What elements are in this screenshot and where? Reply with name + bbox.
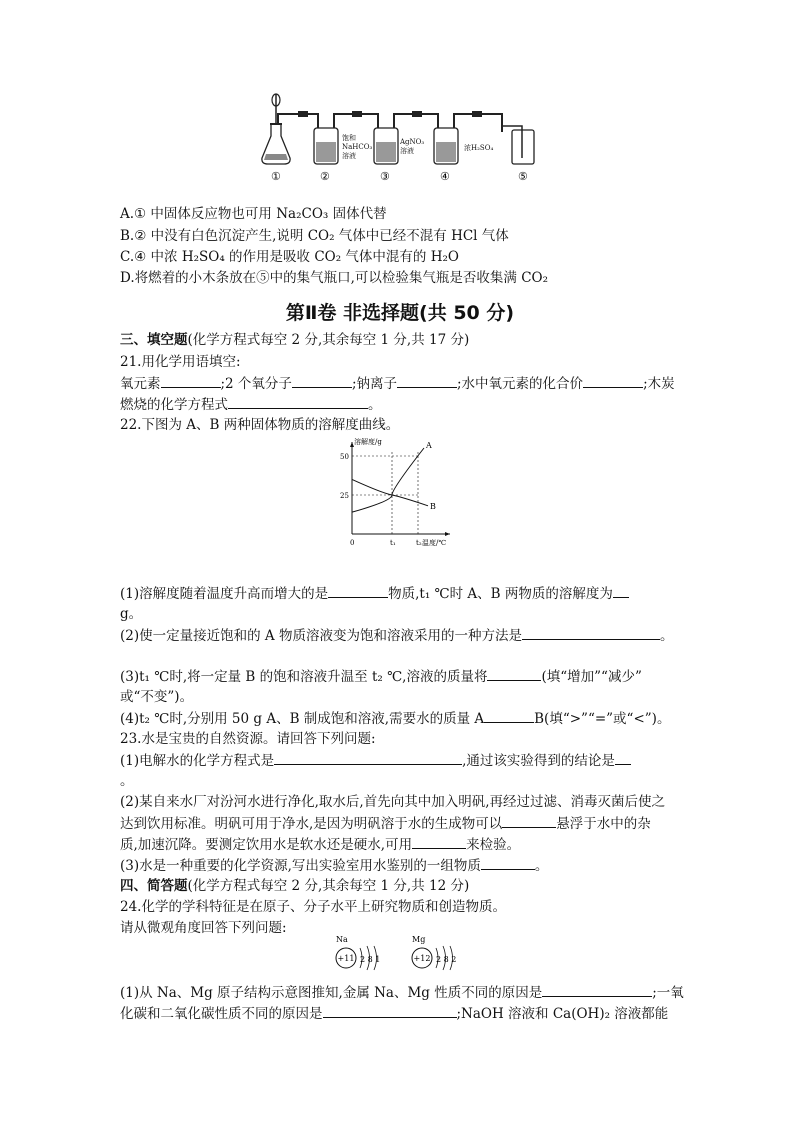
x-tick-label: t₁ — [390, 539, 396, 546]
q23-line2b: 达到饮用标准。明矾可用于净水,是因为明矾溶于水的生成物可以 悬浮于水中的杂 — [120, 813, 651, 834]
y-axis-label: 溶解度/g — [354, 438, 382, 446]
q22-line2: (2)使一定量接近饱和的 A 物质溶液变为饱和溶液采用的一种方法是 。 — [120, 625, 673, 646]
q22-line1: (1)溶解度随着温度升高而增大的是 物质,t₁ ℃时 A、B 两物质的溶解度为 — [120, 583, 629, 604]
svg-text:溶液: 溶液 — [342, 152, 356, 160]
svg-text:溶液: 溶液 — [400, 147, 414, 155]
answer-blank[interactable] — [161, 373, 221, 388]
na-symbol: Na — [336, 935, 348, 944]
answer-blank[interactable] — [522, 625, 660, 640]
answer-blank[interactable] — [542, 982, 652, 997]
q22-line1b: g。 — [120, 606, 143, 622]
q24-stem: 24.化学的学科特征是在原子、分子水平上研究物质和创造物质。 — [120, 899, 506, 915]
answer-blank[interactable] — [292, 373, 352, 388]
mg-shells: 2 8 2 — [436, 955, 457, 964]
x-tick-label: 0 — [350, 539, 355, 546]
svg-text:+12: +12 — [413, 954, 431, 963]
part4-header — [120, 876, 469, 896]
part4-note: (化学方程式每空 2 分,其余每空 1 分,共 12 分) — [187, 878, 470, 894]
section-title: 第Ⅱ卷 非选择题(共 50 分) — [285, 302, 515, 324]
label-1: ① — [271, 170, 281, 183]
q23-line2c: 质,加速沉降。要测定饮用水是软水还是硬水,可用 来检验。 — [120, 834, 520, 855]
q22-line4: (4)t₂ ℃时,分别用 50 g A、B 制成饱和溶液,需要水的质量 A B(填“>”“=”或“<”)。 — [120, 708, 670, 729]
answer-blank[interactable] — [613, 583, 629, 598]
label-3: ③ — [380, 170, 390, 183]
label-2: ② — [320, 170, 330, 183]
series-a-line — [352, 448, 424, 512]
answer-blank[interactable] — [615, 750, 631, 765]
bottle3-label: AgNO₃ — [400, 138, 425, 146]
option-b: B.② 中没有白色沉淀产生,说明 CO₂ 气体中已经不混有 HCl 气体 — [120, 228, 509, 244]
q21-line1: 氧元素 ;2 个氧分子 ;钠离子 ;水中氧元素的化合价 ;木炭 — [120, 373, 675, 394]
answer-blank[interactable] — [228, 394, 368, 409]
answer-blank[interactable] — [412, 834, 466, 849]
label-5: ⑤ — [518, 170, 528, 183]
part4-heading: 四、简答题 — [120, 878, 188, 894]
series-b-label: B — [430, 501, 436, 511]
part3-header — [120, 330, 469, 350]
label-4: ④ — [440, 170, 450, 183]
q23-stem: 23.水是宝贵的自然资源。请回答下列问题: — [120, 731, 376, 747]
answer-blank[interactable] — [583, 373, 643, 388]
answer-blank[interactable] — [323, 1003, 457, 1018]
mg-symbol: Mg — [412, 935, 426, 944]
option-c: C.④ 中浓 H₂SO₄ 的作用是吸收 CO₂ 气体中混有的 H₂O — [120, 249, 459, 265]
q24-line2: 化碳和二氧化碳性质不同的原因是 ;NaOH 溶液和 Ca(OH)₂ 溶液都能 — [120, 1003, 668, 1024]
svg-text:+11: +11 — [337, 954, 355, 963]
q22-line3b: 或“不变”)。 — [120, 689, 194, 705]
x-axis-label: 温度/℃ — [422, 539, 447, 546]
y-tick-label: 25 — [340, 492, 349, 500]
answer-blank[interactable] — [502, 813, 556, 828]
q22-line3: (3)t₁ ℃时,将一定量 B 的饱和溶液升温至 t₂ ℃,溶液的质量将 (填“增加”“减少” — [120, 666, 642, 687]
answer-blank[interactable] — [487, 666, 541, 681]
q23-line2: (2)某自来水厂对汾河水进行净化,取水后,首先向其中加入明矾,再经过过滤、消毒灭菌后使之 — [120, 794, 665, 810]
atom-diagrams — [334, 934, 484, 974]
x-tick-label: t₂ — [416, 539, 422, 546]
bottle4-label: 浓H₂SO₄ — [464, 144, 494, 152]
part3-note: (化学方程式每空 2 分,其余每空 1 分,共 17 分) — [187, 332, 470, 348]
q23-line3: (3)水是一种重要的化学资源,写出实验室用水鉴别的一组物质 。 — [120, 855, 548, 876]
q24-stem2: 请从微观角度回答下列问题: — [120, 920, 287, 936]
answer-blank[interactable] — [481, 855, 535, 870]
part3-heading: 三、填空题 — [120, 332, 188, 348]
q23-line1: (1)电解水的化学方程式是 ,通过该实验得到的结论是 — [120, 750, 631, 771]
q21-line2: 燃烧的化学方程式 。 — [120, 394, 382, 415]
answer-blank[interactable] — [397, 373, 457, 388]
answer-blank[interactable] — [484, 708, 534, 723]
answer-blank[interactable] — [328, 583, 388, 598]
svg-text:NaHCO₃: NaHCO₃ — [342, 143, 373, 151]
q24-line1: (1)从 Na、Mg 原子结构示意图推知,金属 Na、Mg 性质不同的原因是 ;一氧 — [120, 982, 684, 1003]
apparatus-diagram — [240, 92, 560, 184]
x-axis-arrow — [445, 532, 450, 536]
na-shells: 2 8 1 — [360, 955, 381, 964]
q23-line1b: 。 — [120, 773, 134, 789]
answer-blank[interactable] — [274, 750, 462, 765]
bottle2-label: 饱和 — [342, 134, 356, 142]
option-a: A.① 中固体反应物也可用 Na₂CO₃ 固体代替 — [120, 206, 387, 222]
series-a-label: A — [426, 441, 432, 450]
q22-stem: 22.下图为 A、B 两种固体物质的溶解度曲线。 — [120, 417, 400, 433]
q21-stem: 21.用化学用语填空: — [120, 354, 241, 370]
y-tick-label: 50 — [340, 453, 349, 461]
option-d: D.将燃着的小木条放在⑤中的集气瓶口,可以检验集气瓶是否收集满 CO₂ — [120, 270, 549, 286]
series-b-line — [352, 479, 428, 505]
solubility-chart — [328, 434, 468, 546]
